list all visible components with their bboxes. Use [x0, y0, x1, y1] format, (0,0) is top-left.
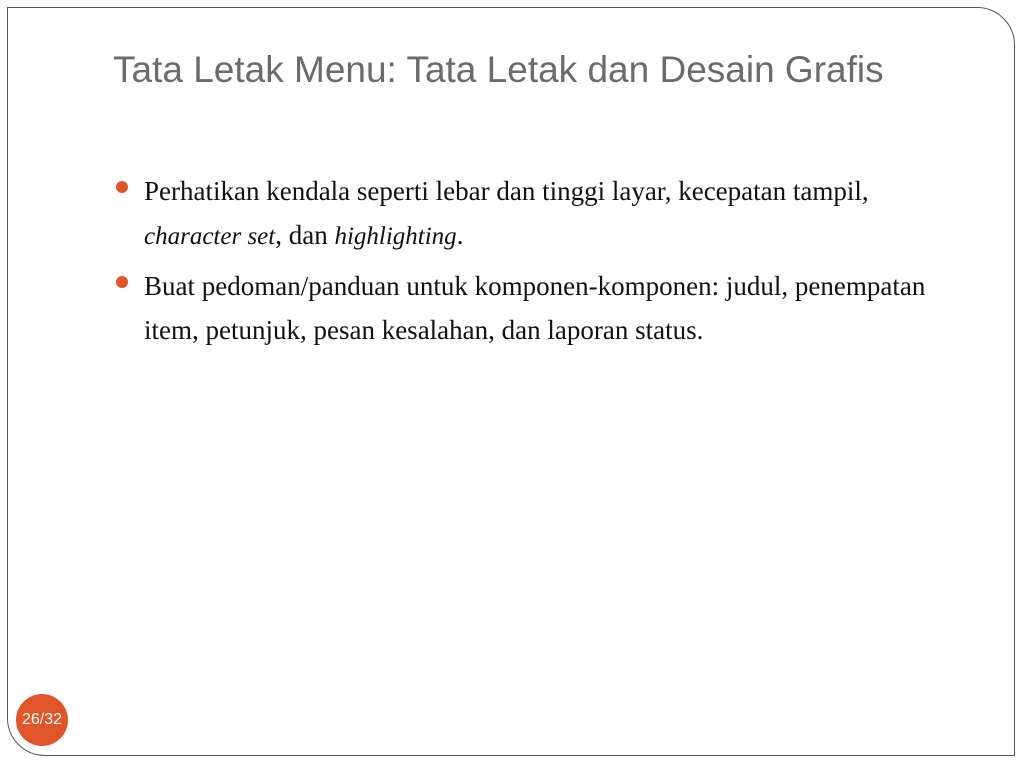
bullet-text: , dan: [275, 220, 335, 250]
bullet-text: Buat pedoman/panduan untuk komponen-komponen: judul, penempatan item, petunjuk, pesan kesalahan, dan laporan status.: [144, 271, 926, 345]
slide-frame: [7, 7, 1015, 756]
bullet-list: [116, 169, 966, 357]
bullet-item-display-constraints: [116, 169, 966, 259]
bullet-dot-icon: [116, 181, 128, 193]
bullet-term-character-set: character set: [144, 223, 276, 250]
page-number-badge: 26/32: [16, 694, 68, 746]
bullet-text: Perhatikan kendala seperti lebar dan tinggi layar, kecepatan tampil,: [144, 176, 869, 206]
bullet-dot-icon: [116, 276, 128, 288]
bullet-term-highlighting: highlighting: [334, 223, 457, 250]
slide-title: Tata Letak Menu: Tata Letak dan Desain Grafis: [113, 49, 884, 90]
bullet-text: .: [456, 220, 464, 250]
bullet-item-guidelines: [116, 264, 966, 352]
